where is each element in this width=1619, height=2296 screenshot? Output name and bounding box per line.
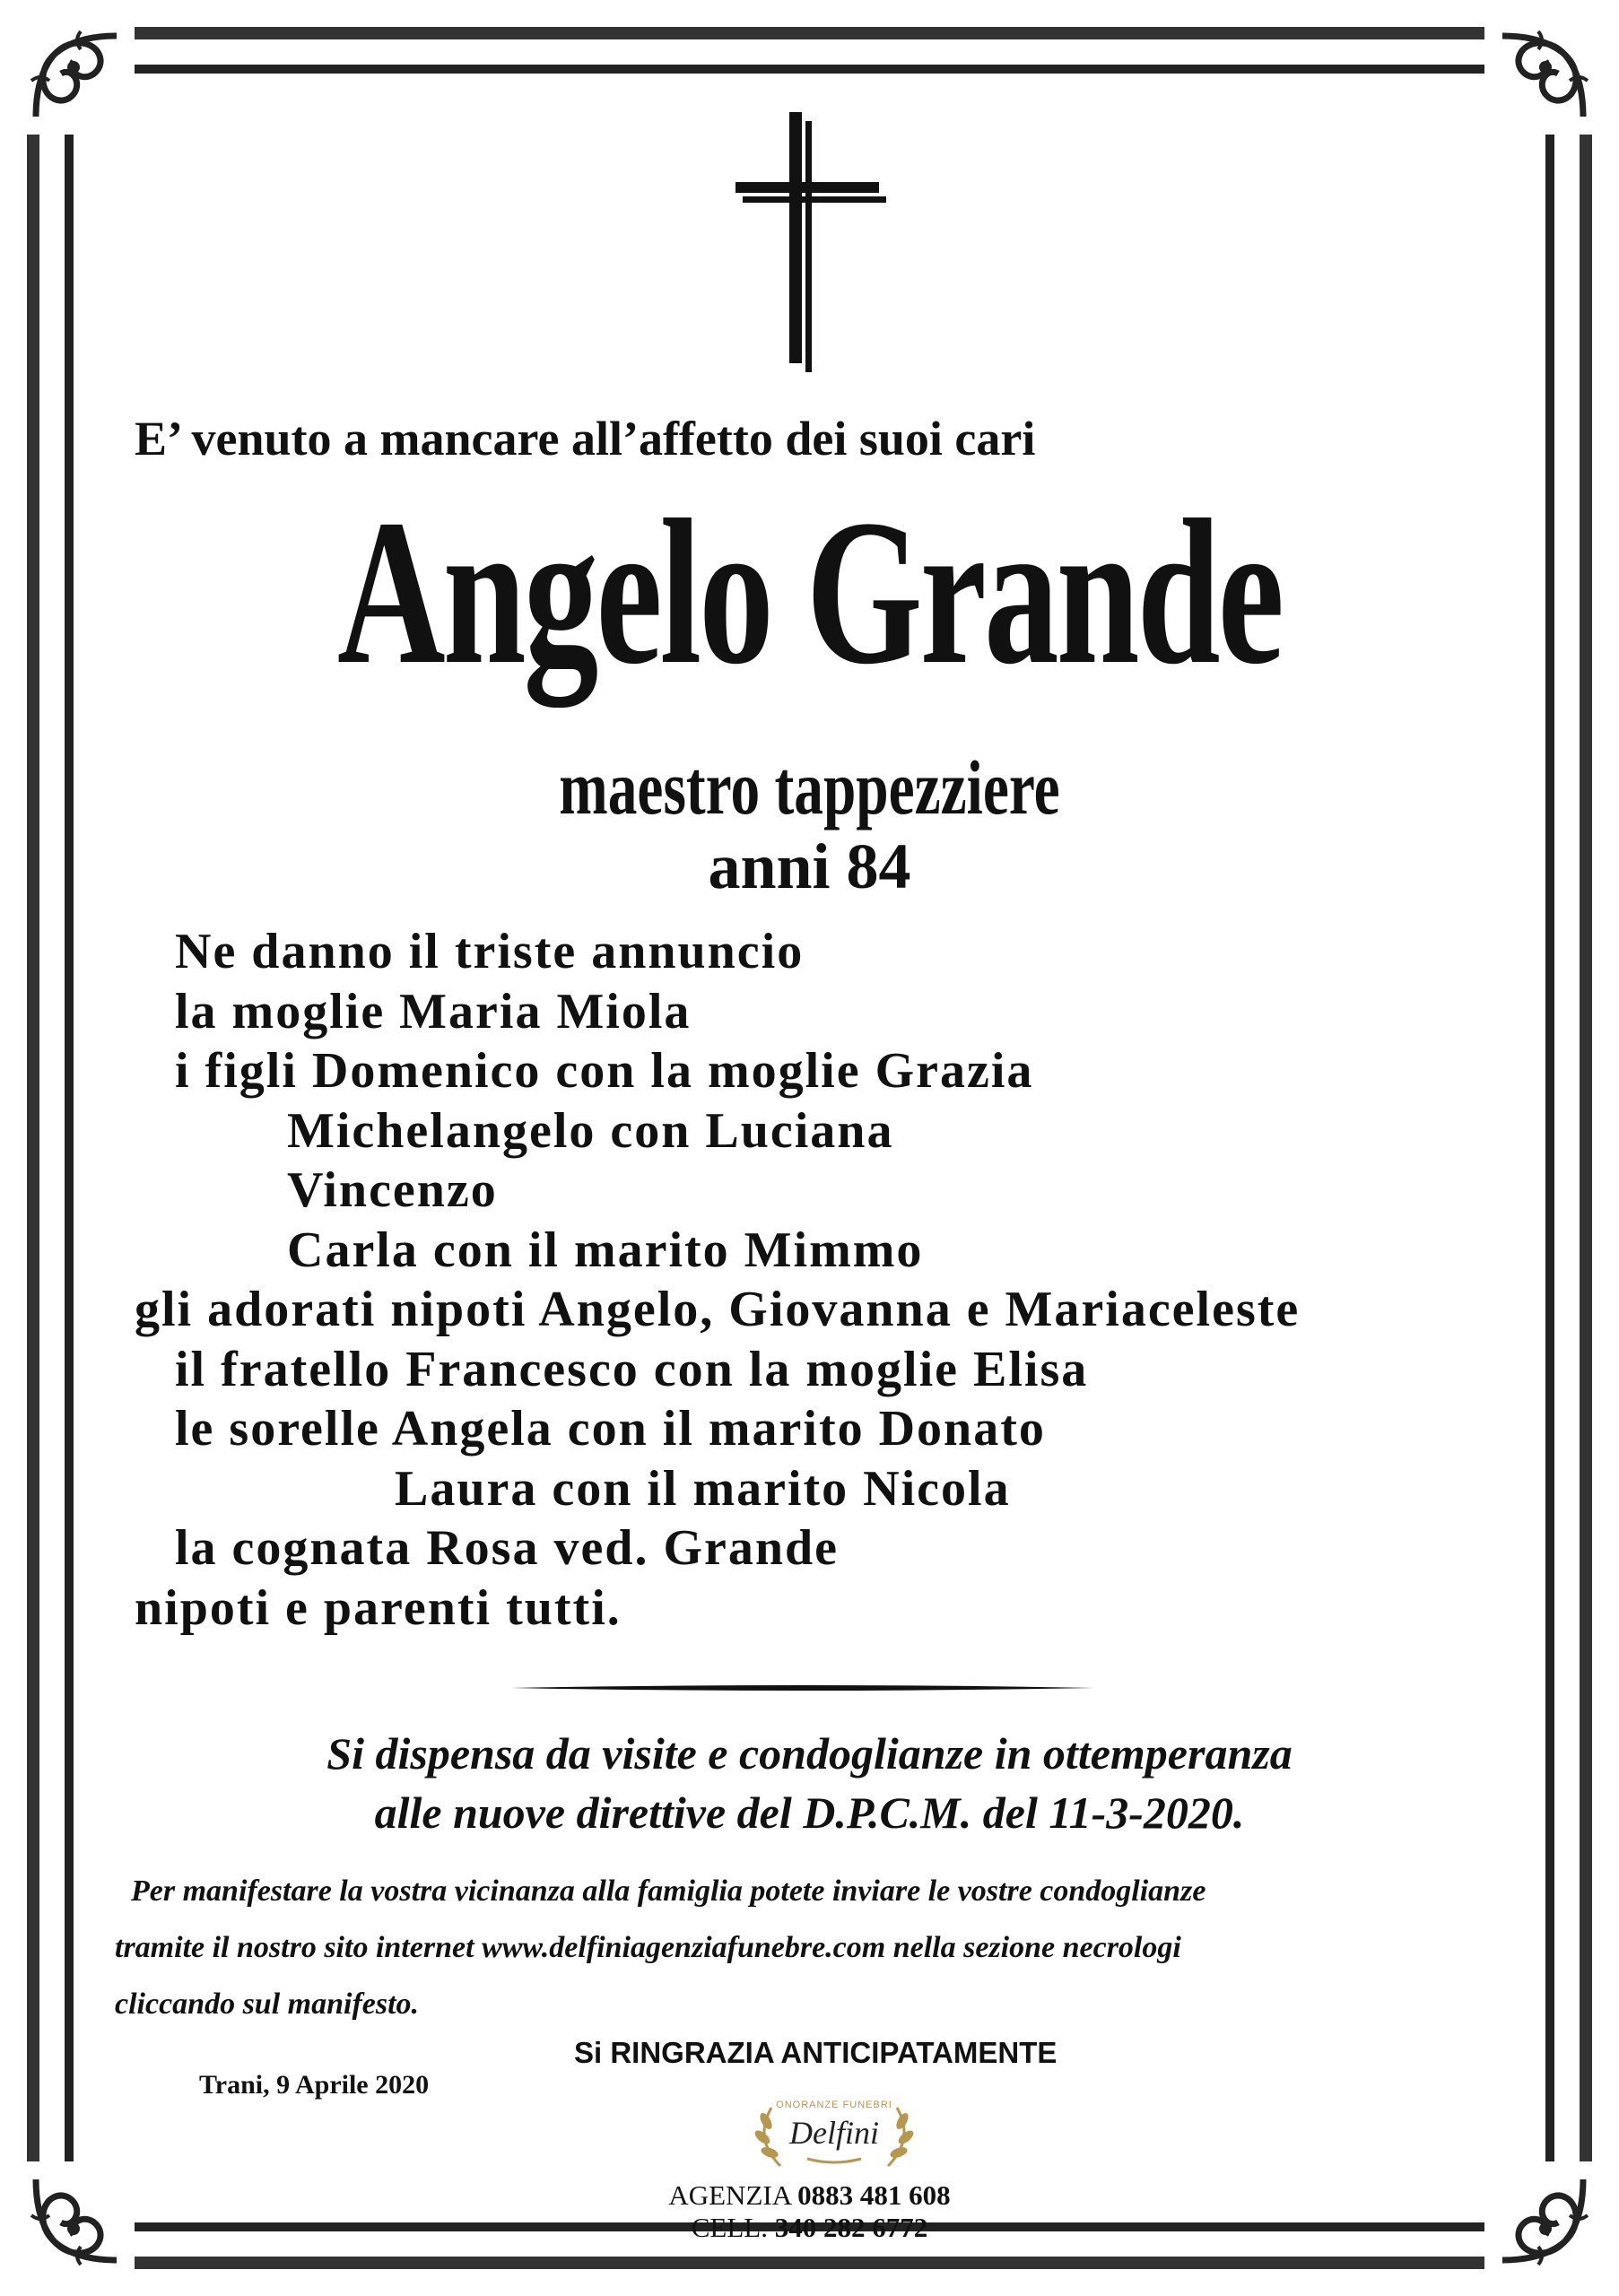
deceased-name: Angelo Grande (337, 477, 1282, 708)
agency-label: AGENZIA (668, 2179, 791, 2211)
family-line: Vincenzo (287, 1162, 498, 1218)
divider (511, 1680, 1094, 1687)
cross-icon (727, 112, 888, 372)
dispensa-line: alle nuove direttive del D.P.C.M. del 11-3-2020. (374, 1787, 1245, 1838)
contacts (0, 2179, 1619, 2244)
family-line: Michelangelo con Luciana (287, 1102, 894, 1159)
cell-number: 340 282 6772 (774, 2212, 928, 2243)
date-text: Trani, 9 Aprile 2020 (199, 2070, 430, 2100)
family-line: Ne danno il triste annuncio (175, 924, 805, 979)
agency-number: 0883 481 608 (797, 2179, 951, 2211)
condolence-note (115, 1863, 1523, 2032)
corner-ornament-icon (18, 18, 135, 135)
family-line: gli adorati nipoti Angelo, Giovanna e Mariaceleste (135, 1282, 1301, 1337)
note-line: Per manifestare la vostra vicinanza alla famiglia potete inviare le vostre condoglianze (131, 1874, 1206, 1908)
family-line: Carla con il marito Mimmo (287, 1222, 924, 1278)
note-line: cliccando sul manifesto. (115, 1987, 420, 2021)
deceased-profession: maestro tappezziere (559, 744, 1060, 831)
note-line: tramite il nostro sito internet www.delfiniagenziafunebre.com nella sezione necrologi (115, 1931, 1181, 1964)
logo-small-text: ONORANZE FUNEBRI (776, 2100, 892, 2110)
logo-brand: Delfini (789, 2115, 879, 2151)
family-line: la cognata Rosa ved. Grande (175, 1520, 839, 1576)
family-list (135, 922, 1300, 1638)
family-line: nipoti e parenti tutti. (135, 1579, 622, 1636)
family-line: le sorelle Angela con il marito Donato (175, 1401, 1046, 1457)
cell-label: CELL. (691, 2212, 768, 2243)
agency-logo (744, 2094, 924, 2175)
family-line: la moglie Maria Miola (175, 983, 692, 1039)
intro-text: E’ venuto a mancare all’affetto dei suoi cari (135, 412, 1036, 465)
dispensa-notice (0, 1724, 1619, 1842)
thanks-text: Si RINGRAZIA ANTICIPATAMENTE (574, 2036, 1058, 2069)
family-line: il fratello Francesco con la moglie Elisa (175, 1341, 1089, 1397)
corner-ornament-icon (1484, 18, 1601, 135)
deceased-age: anni 84 (708, 831, 911, 902)
family-line: Laura con il marito Nicola (395, 1460, 1011, 1517)
dispensa-line: Si dispensa da visite e condoglianze in ottemperanza (326, 1728, 1293, 1779)
family-line: i figli Domenico con la moglie Grazia (175, 1043, 1034, 1099)
